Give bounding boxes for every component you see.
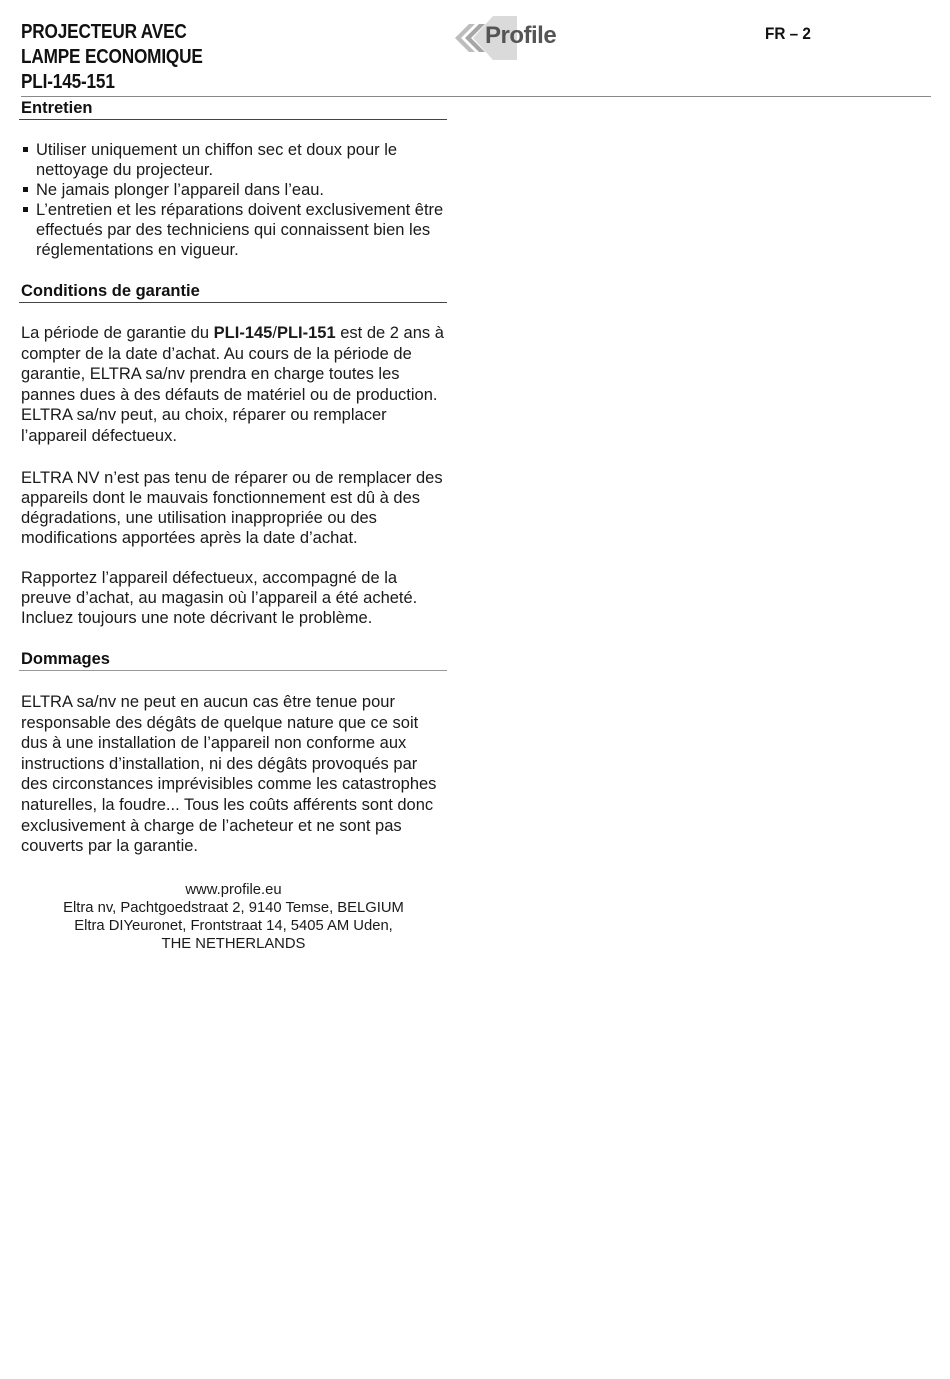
header-divider — [21, 96, 931, 97]
garantie-paragraph-3-wrap — [21, 568, 446, 628]
garantie-paragraph-2: ELTRA NV n’est pas tenu de réparer ou de remplacer des appareils dont le mauvais fonctionnement est dû à des dégradations, une utilisation inappropriée ou des modifications apportées après la date d’achat. — [21, 469, 443, 547]
entretien-content — [21, 140, 446, 260]
section-title-dommages: Dommages — [21, 650, 110, 668]
title-line-1: PROJECTEUR AVEC — [21, 21, 187, 43]
title-line-2: LAMPE ECONOMIQUE — [21, 46, 203, 68]
entretien-bullet-list — [21, 140, 446, 260]
garantie-content — [21, 323, 446, 447]
dommages-paragraph-1: ELTRA sa/nv ne peut en aucun cas être tenue pour responsable des dégâts de quelque nature que ce soit dus à une installation de l’appareil non conforme aux instructions d’installation, ni des dégâts provoqués par des circonstances imprévisibles comme les catastrophes naturelles, la foudre... Tous les coûts afférents sont donc exclusivement à charge de l’acheteur et ne sont pas couverts par la garantie. — [21, 693, 437, 856]
bullet-square-icon — [23, 147, 28, 152]
garantie-paragraph-2-wrap — [21, 468, 446, 548]
logo-wordmark: Profile — [485, 22, 557, 49]
address-netherlands-country: THE NETHERLANDS — [161, 936, 306, 952]
address-belgium: Eltra nv, Pachtgoedstraat 2, 9140 Temse, BELGIUM — [63, 900, 404, 916]
dommages-content — [21, 692, 446, 857]
section-title-garantie: Conditions de garantie — [21, 282, 200, 300]
list-item: Ne jamais plonger l’appareil dans l’eau. — [21, 180, 446, 200]
contact-footer — [21, 881, 446, 953]
document-title — [21, 20, 365, 95]
section-title-entretien: Entretien — [21, 99, 93, 117]
website-link[interactable]: www.profile.eu — [185, 882, 282, 898]
list-item: L’entretien et les réparations doivent exclusivement être effectués par des techniciens qui connaissent bien les réglementations en vigueur. — [21, 200, 446, 260]
list-item: Utiliser uniquement un chiffon sec et doux pour le nettoyage du projecteur. — [21, 140, 446, 180]
bullet-square-icon — [23, 187, 28, 192]
garantie-paragraph-1: La période de garantie du PLI-145/PLI-151 est de 2 ans à compter de la date d’achat. Au cours de la période de garantie, ELTRA sa/nv prendra en charge toutes les pannes dues à des défauts de matériel ou de production. ELTRA sa/nv peut, au choix, réparer ou remplacer l’appareil défectueux. — [21, 324, 444, 445]
address-netherlands: Eltra DIYeuronet, Frontstraat 14, 5405 AM Uden, — [74, 918, 393, 934]
bullet-square-icon — [23, 207, 28, 212]
section-divider-entretien — [19, 119, 447, 120]
section-divider-garantie — [19, 302, 447, 303]
model-name: PLI-151 — [276, 324, 336, 342]
section-divider-dommages — [19, 670, 447, 671]
title-line-3: PLI-145-151 — [21, 71, 115, 93]
model-name: PLI-145 — [213, 324, 273, 342]
profile-logo — [445, 12, 565, 64]
garantie-paragraph-3: Rapportez l’appareil défectueux, accompagné de la preuve d’achat, au magasin où l’appareil a été acheté. Incluez toujours une note décrivant le problème. — [21, 569, 418, 627]
page-number: FR – 2 — [765, 24, 811, 43]
